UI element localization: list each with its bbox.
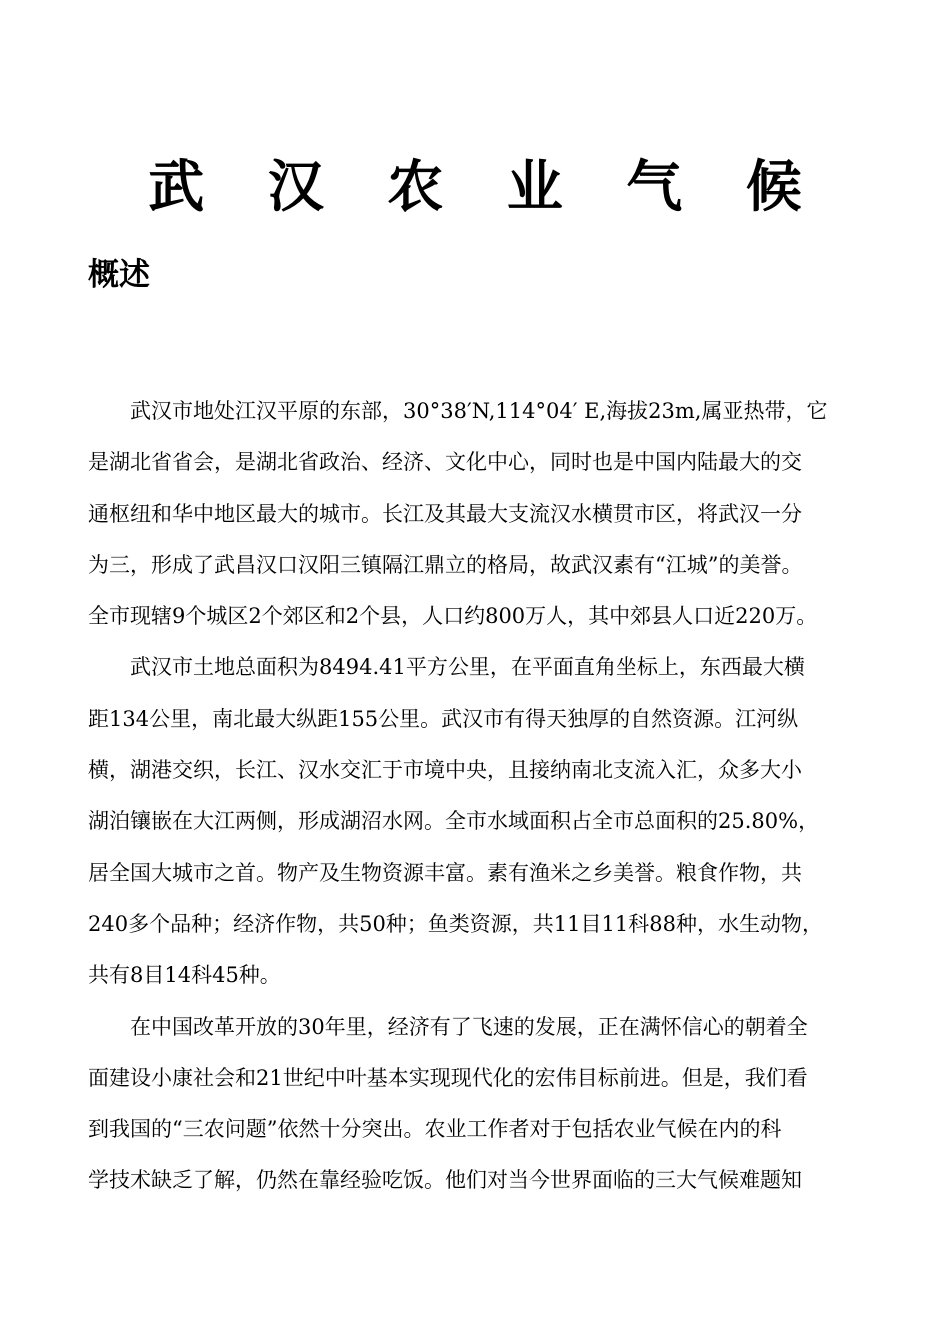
text-line: 通枢纽和华中地区最大的城市。长江及其最大支流汉水横贯市区，将武汉一分	[88, 501, 802, 526]
paragraph-resources	[88, 642, 873, 1001]
text-line: 在中国改革开放的30年里，经济有了飞速的发展，正在满怀信心的朝着全	[130, 1014, 808, 1039]
text-line: 湖泊镶嵌在大江两侧，形成湖沼水网。全市水域面积占全市总面积的25.80%，	[88, 809, 820, 834]
paragraph-location	[88, 386, 873, 642]
text-line: 到我国的“三农问题”依然十分突出。农业工作者对于包括农业气候在内的科	[88, 1117, 782, 1142]
document-title: 武 汉 农 业 气 候	[148, 155, 824, 220]
paragraph-development	[88, 1002, 873, 1207]
section-heading-overview: 概述	[88, 257, 150, 293]
text-line: 距134公里，南北最大纵距155公里。武汉市有得天独厚的自然资源。江河纵	[88, 706, 799, 731]
document-body	[88, 386, 873, 1207]
text-line: 为三，形成了武昌汉口汉阳三镇隔江鼎立的格局，故武汉素有“江城”的美誉。	[88, 552, 803, 577]
text-line: 是湖北省省会，是湖北省政治、经济、文化中心，同时也是中国内陆最大的交	[88, 450, 802, 475]
text-line: 学技术缺乏了解，仍然在靠经验吃饭。他们对当今世界面临的三大气候难题知	[88, 1168, 802, 1193]
text-line: 240多个品种；经济作物，共50种；鱼类资源，共11目11科88种，水生动物，	[88, 911, 823, 936]
text-line: 居全国大城市之首。物产及生物资源丰富。素有渔米之乡美誉。粮食作物，共	[88, 860, 802, 885]
text-line: 横，湖港交织，长江、汉水交汇于市境中央，且接纳南北支流入汇，众多大小	[88, 758, 802, 783]
text-line: 武汉市土地总面积为8494.41平方公里，在平面直角坐标上，东西最大横	[130, 655, 805, 680]
text-line: 面建设小康社会和21世纪中叶基本实现现代化的宏伟目标前进。但是，我们看	[88, 1065, 808, 1090]
text-line: 全市现辖9个城区2个郊区和2个县，人口约800万人，其中郊县人口近220万。	[88, 604, 818, 629]
text-line: 武汉市地处江汉平原的东部，30°38′N,114°04′ E,海拔23m,属亚热带，它	[130, 399, 828, 423]
text-line: 共有8目14科45种。	[88, 963, 281, 988]
